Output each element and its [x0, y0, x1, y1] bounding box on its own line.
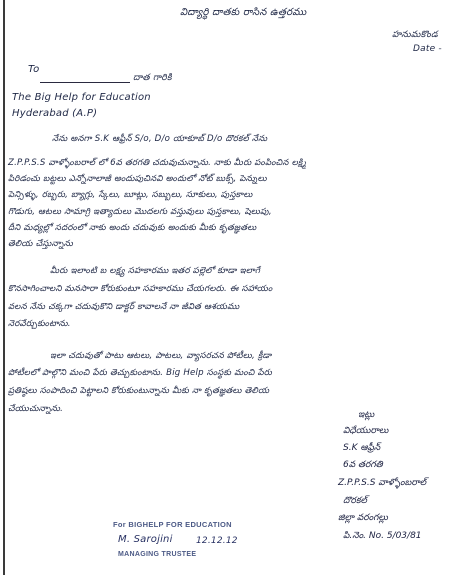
para2-line4: నెరవేర్చుకుంటాను. [8, 319, 71, 329]
closing-village: దొరకల్ [343, 496, 367, 506]
stamp-org: For BIGHELP FOR EDUCATION [113, 520, 232, 529]
page-left-border [3, 0, 5, 575]
para1-line3: పిరిడంచు బట్టలు ఎన్నోనాలాజీ అందుపుచినవి అందులో నోట్ బుక్స్, పెన్నులు [8, 174, 267, 184]
closing-number: పి.నెం. No. 5/03/81 [343, 531, 422, 541]
para3-line1: ఇలా చదువుతో పాటు ఆటలు, పాటలు, వ్యాసరచన పోటీలు, క్రీడా [50, 351, 272, 361]
para1-line4: పెన్సిళ్ళు, రబ్బరు, బ్యాగ్లు, స్కేలు, బూట్లు, సబ్బులు, సూకులు, పుస్తకాలు [8, 190, 253, 200]
para1-line2: Z.P.P.S.S వాళ్ళోంబరాల్ లో 6వ తరగతి చదువుచున్నాను. నాకు మీరు పంపించిన లక్ష్మి [8, 158, 307, 168]
para1-line5: గొడుగు, ఆటలు సామాగ్రి ఇత్యాదులు మొదలగు వస్తువులు పుస్తకాలు, షెలుపు, [8, 207, 272, 217]
para3-line3: ప్రతిష్ఠలు సంపాదించి పెట్టాలని కోరుకుంటున్నాను మీకు నా కృతజ్ఞతలు తెలియ [8, 386, 270, 396]
para3-line4: చేయుచున్నాను. [8, 404, 64, 414]
stamp-signature: M. Sarojini [118, 534, 173, 545]
closing-district: జిల్లా వరంగల్లు [338, 513, 388, 523]
closing-student-name: S.K ఆఫ్రీన్ [343, 443, 381, 453]
place-right: హనుమకొండ [392, 30, 438, 40]
letter-heading: విద్యార్థి దాతకు రాసిన ఉత్తరము [180, 7, 307, 18]
date-label: Date - [413, 44, 442, 54]
para2-line3: వలన నేను చక్కగా చదువుకొని డాక్టర్ కావాలనే నా జీవిత ఆశయము [8, 302, 240, 312]
city-line: Hyderabad (A.P) [12, 108, 98, 119]
stamp-title: MANAGING TRUSTEE [118, 551, 197, 558]
closing-itlu: ఇట్లు [358, 410, 375, 420]
para1-line1: నేను అనగా S.K ఆఫ్రీన్ S/o, D/o యాకూబ్ D/o దొరకల్ నేను [52, 134, 268, 144]
salutation: దాత గారికి [133, 73, 172, 83]
stamp-date: 12.12.12 [196, 536, 238, 546]
para1-line7: తెలియ చేస్తున్నాను [8, 239, 73, 249]
recipient-name-line [40, 82, 130, 83]
para2-line1: మీరు ఇలాంటి బ లక్ష్య సహకారము ఇతర పల్లెలో కూడా ఇలాగే [50, 266, 261, 276]
closing-class: 6వ తరగతి [343, 460, 383, 470]
para3-line2: పోటీలలో పాల్గొని మంచి పేరు తెచ్చుకుంటాను. Big Help సంస్థకు మంచి పేరు [8, 368, 273, 378]
para1-line6: దీని మధ్యల్లో సదరంలో నాకు అందు చదువుకు అందుకు మీకు కృతజ్ఞతలు [8, 223, 257, 233]
closing-school: Z.P.P.S.S వాళ్ళోంబరాల్ [338, 478, 427, 488]
to-label: To [28, 64, 40, 75]
org-line: The Big Help for Education [12, 92, 151, 103]
closing-sincerely: విధేయురాలు [343, 426, 389, 436]
para2-line2: కొనసాగించాలని మనసారా కోరుకుంటూ సహకారము చేయగలరు. ఈ సహాయం [8, 284, 273, 294]
